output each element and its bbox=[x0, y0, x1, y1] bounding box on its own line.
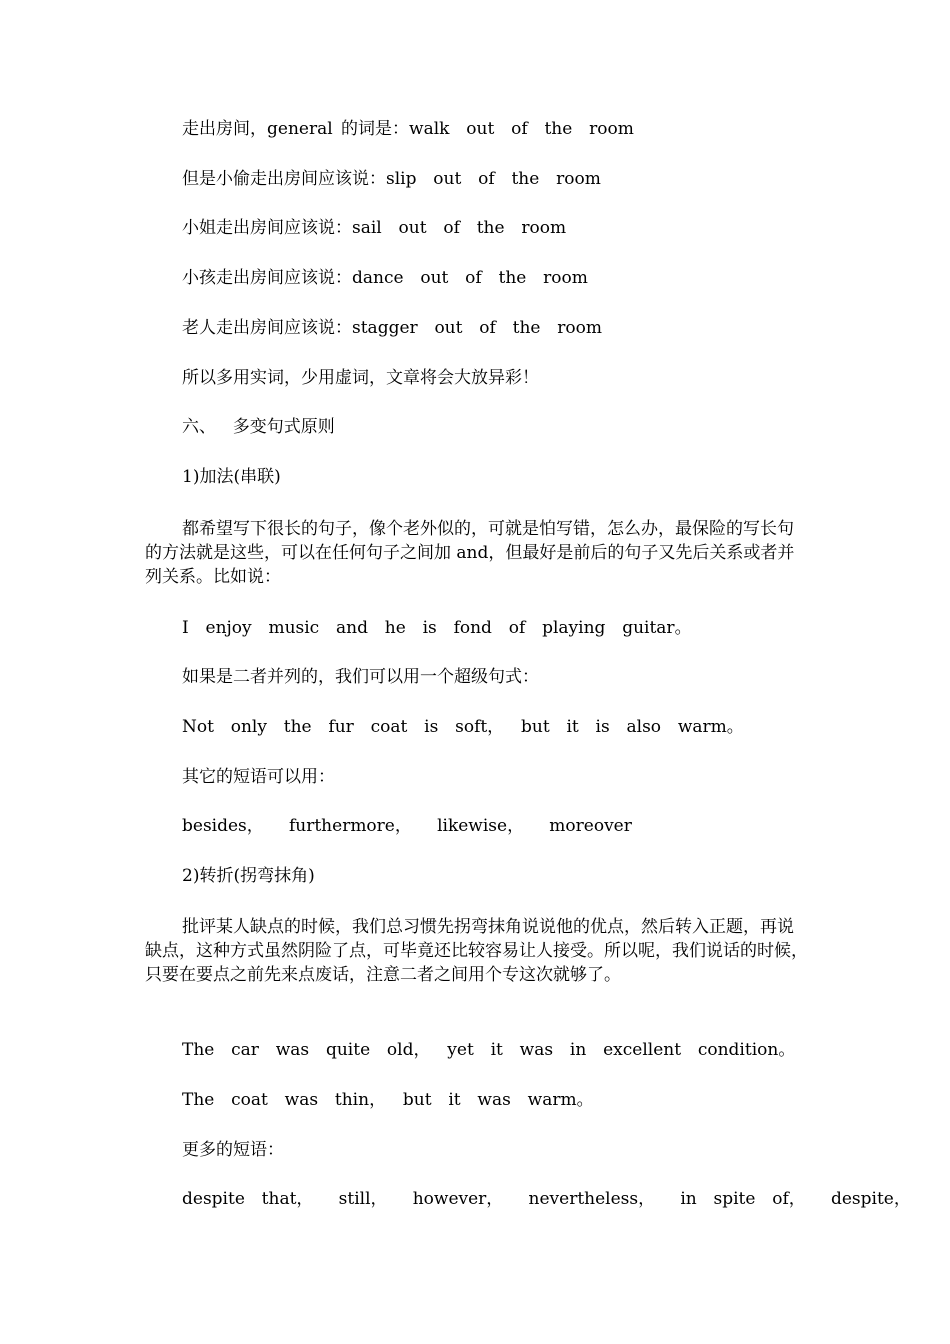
subheading-transition: 2)转折(拐弯抹角) bbox=[182, 866, 315, 886]
phrase-list-addition: besides， furthermore， likewise， moreover bbox=[182, 816, 632, 836]
section-heading-six: 六、 多变句式原则 bbox=[182, 417, 335, 437]
paragraph-long-sentences: 都希望写下很长的句子，像个老外似的，可就是怕写错，怎么办，最保险的写长句的方法就是这些，可以在任何句子之间加 and，但最好是前后的句子又先后关系或者并列关系。比如说： bbox=[145, 519, 795, 587]
text-line-slip-out: 但是小偷走出房间应该说：slip out of the room bbox=[182, 169, 601, 189]
text-line-conclusion: 所以多用实词，少用虚词，文章将会大放异彩！ bbox=[182, 368, 539, 388]
phrase-list-transition: despite that， still， however， nevertheless， in spite of， despite， bbox=[182, 1189, 911, 1209]
text-line-dance-out: 小孩走出房间应该说：dance out of the room bbox=[182, 268, 588, 288]
example-coat-thin: The coat was thin， but it was warm。 bbox=[182, 1090, 594, 1110]
text-line-walk-out: 走出房间，general 的词是：walk out of the room bbox=[182, 119, 634, 139]
example-car-old: The car was quite old， yet it was in excellent condition。 bbox=[182, 1040, 796, 1060]
example-fur-coat: Not only the fur coat is soft， but it is also warm。 bbox=[182, 717, 744, 737]
subheading-addition: 1)加法(串联) bbox=[182, 467, 281, 487]
text-line-super-pattern: 如果是二者并列的，我们可以用一个超级句式： bbox=[182, 667, 539, 687]
text-line-other-phrases: 其它的短语可以用： bbox=[182, 767, 335, 787]
paragraph-criticism: 批评某人缺点的时候，我们总习惯先拐弯抹角说说他的优点，然后转入正题，再说缺点，这种方式虽然阴险了点，可毕竟还比较容易让人接受。所以呢，我们说话的时候，只要在要点之前先来点废话，注意二者之间用个专这次就够了。 bbox=[145, 917, 808, 985]
text-line-stagger-out: 老人走出房间应该说：stagger out of the room bbox=[182, 318, 602, 338]
text-line-sail-out: 小姐走出房间应该说：sail out of the room bbox=[182, 218, 567, 238]
example-enjoy-music: I enjoy music and he is fond of playing guitar。 bbox=[182, 618, 692, 638]
text-line-more-phrases: 更多的短语： bbox=[182, 1140, 284, 1160]
